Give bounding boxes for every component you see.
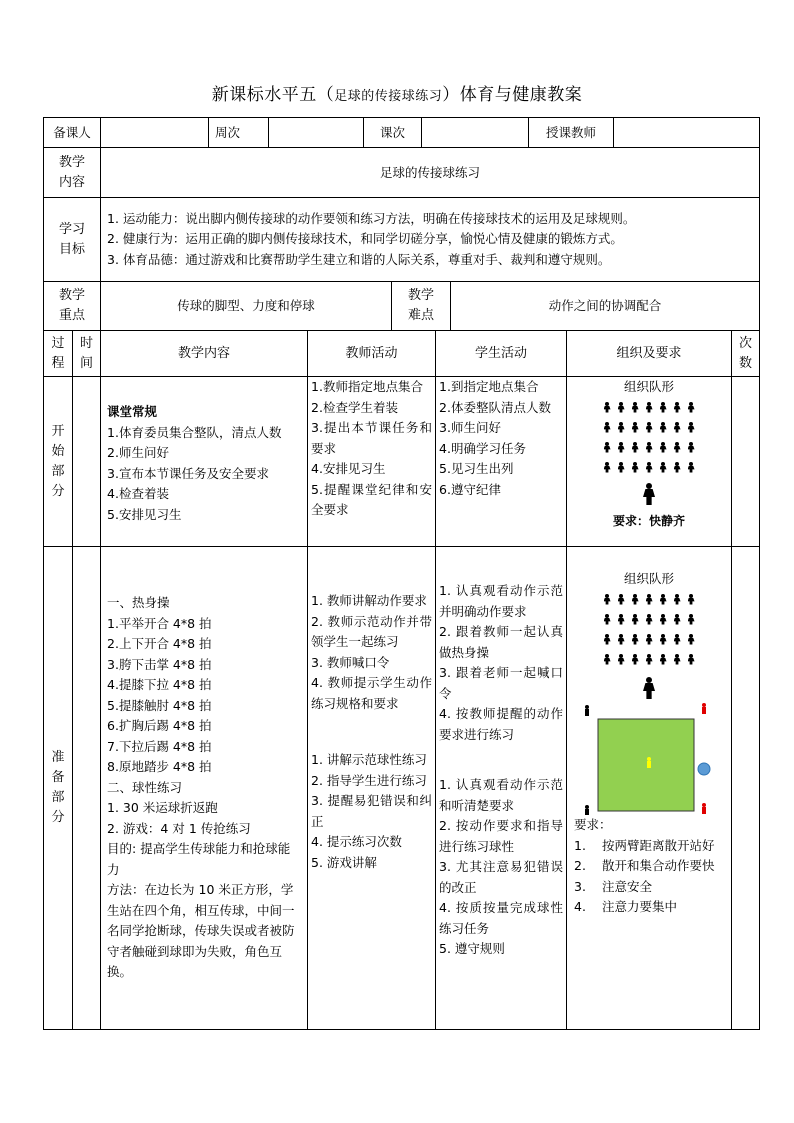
goal-item: 2. 健康行为：运用正确的脚内侧传接球技术，和同学切磋分享，愉悦心情及健康的锻炼方式。 bbox=[107, 231, 623, 247]
student-icon bbox=[673, 614, 682, 625]
student-icon bbox=[603, 614, 612, 625]
formation-row bbox=[570, 437, 728, 457]
field-square bbox=[598, 719, 694, 811]
difficulty-label: 教学 难点 bbox=[392, 282, 451, 330]
student-icon bbox=[631, 634, 640, 645]
student-icon bbox=[673, 654, 682, 665]
title-subject: 足球的传接球练习 bbox=[334, 89, 443, 104]
formation-grid bbox=[570, 397, 728, 477]
content-line: 5.提膝触肘 4*8 拍 bbox=[107, 697, 212, 713]
student-icon bbox=[645, 422, 654, 433]
player-icon bbox=[702, 703, 706, 714]
teacher-line: 1.教师指定地点集合 bbox=[311, 379, 423, 394]
teacher-line: 3.提出本节课任务和要求 bbox=[311, 420, 433, 456]
formation-title: 组织队形 bbox=[624, 571, 675, 586]
content-line: 4.检查着装 bbox=[107, 486, 169, 501]
student-line: 4. 按教师提醒的动作要求进行练习 bbox=[439, 706, 564, 742]
player-icon bbox=[585, 805, 589, 815]
key-value: 传球的脚型、力度和停球 bbox=[101, 282, 392, 330]
prep-count bbox=[732, 547, 760, 1030]
start-org bbox=[567, 377, 732, 547]
student-icon bbox=[645, 594, 654, 605]
header-teacher: 教师活动 bbox=[308, 331, 436, 377]
content-line: 8.原地踏步 4*8 拍 bbox=[107, 759, 212, 775]
student-line: 2.体委整队清点人数 bbox=[439, 399, 551, 415]
student-line: 3. 跟着老师一起喊口令 bbox=[439, 665, 564, 701]
player-icon bbox=[585, 705, 589, 716]
req-item bbox=[574, 836, 724, 857]
content-row bbox=[44, 148, 760, 198]
student-icon bbox=[603, 462, 612, 473]
teacher-line: 5.提醒课堂纪律和安全要求 bbox=[311, 481, 433, 517]
student-line: 1. 认真观看动作示范并明确动作要求 bbox=[439, 583, 564, 619]
student-line: 3. 尤其注意易犯错误的改正 bbox=[439, 859, 564, 895]
student-icon bbox=[603, 654, 612, 665]
student-icon bbox=[617, 442, 626, 453]
student-line: 2. 按动作要求和指导进行练习球性 bbox=[439, 818, 564, 854]
student-icon bbox=[673, 442, 682, 453]
student-icon bbox=[673, 422, 682, 433]
formation-row bbox=[570, 417, 728, 437]
student-icon bbox=[631, 614, 640, 625]
title-end: ）体育与健康教案 bbox=[442, 85, 583, 105]
student-icon bbox=[631, 442, 640, 453]
req-text: 注意力要集中 bbox=[602, 899, 678, 914]
content-line: 目的: 提高学生传球能力和抢球能力 bbox=[107, 841, 291, 877]
content-line: 二、球性练习 bbox=[107, 779, 183, 795]
teacher-line: 3. 教师喊口令 bbox=[311, 654, 390, 670]
student-icon bbox=[631, 422, 640, 433]
student-icon bbox=[631, 402, 640, 413]
formation-row bbox=[570, 397, 728, 417]
goals-label: 学习 目标 bbox=[44, 198, 101, 282]
student-icon bbox=[673, 594, 682, 605]
student-icon bbox=[687, 422, 696, 433]
student-icon bbox=[687, 462, 696, 473]
student-icon bbox=[617, 654, 626, 665]
student-icon bbox=[659, 402, 668, 413]
teacher-line: 5. 游戏讲解 bbox=[311, 854, 377, 870]
player-icon bbox=[647, 757, 651, 768]
difficulty-value: 动作之间的协调配合 bbox=[548, 298, 662, 313]
student-icon bbox=[687, 442, 696, 453]
content-line: 2.师生问好 bbox=[107, 445, 169, 460]
content-line: 1. 30 米运球折返跑 bbox=[107, 800, 218, 816]
teacher-line: 4.安排见习生 bbox=[311, 461, 386, 476]
preparer-label: 备课人 bbox=[44, 118, 101, 148]
week-label: 周次 bbox=[209, 118, 269, 147]
content-line: 3.胯下击掌 4*8 拍 bbox=[107, 656, 212, 672]
student-icon bbox=[645, 442, 654, 453]
content-line: 6.扩胸后踢 4*8 拍 bbox=[107, 718, 212, 734]
prep-time bbox=[73, 547, 101, 1030]
prep-content bbox=[101, 547, 308, 1030]
week-value bbox=[269, 118, 364, 147]
student-icon bbox=[645, 614, 654, 625]
formation-row bbox=[570, 629, 728, 649]
info-row bbox=[44, 118, 760, 148]
student-icon bbox=[603, 422, 612, 433]
header-row bbox=[44, 331, 760, 377]
student-icon bbox=[659, 634, 668, 645]
goals-value bbox=[101, 198, 760, 282]
student-icon bbox=[687, 654, 696, 665]
start-time bbox=[73, 377, 101, 547]
student-line: 4. 按质按量完成球性练习任务 bbox=[439, 900, 564, 936]
content-line: 1.体育委员集合整队，清点人数 bbox=[107, 424, 282, 440]
student-icon bbox=[687, 594, 696, 605]
student-icon bbox=[673, 462, 682, 473]
content-line: 2. 游戏：4 对 1 传抢练习 bbox=[107, 820, 251, 836]
student-icon bbox=[645, 402, 654, 413]
student-icon bbox=[645, 654, 654, 665]
goal-item: 3. 体育品德：通过游戏和比赛帮助学生建立和谐的人际关系，尊重对手、裁判和遵守规则。 bbox=[107, 251, 611, 267]
req-text: 散开和集合动作要快 bbox=[602, 858, 715, 873]
student-icon bbox=[687, 634, 696, 645]
student-icon bbox=[659, 462, 668, 473]
prep-teacher bbox=[308, 547, 436, 1030]
preparer-value bbox=[101, 118, 209, 147]
student-icon bbox=[617, 422, 626, 433]
student-line: 4.明确学习任务 bbox=[439, 440, 526, 456]
student-icon bbox=[659, 594, 668, 605]
student-line: 2. 跟着教师一起认真做热身操 bbox=[439, 624, 564, 660]
student-line: 5.见习生出列 bbox=[439, 461, 514, 476]
content-label: 教学 内容 bbox=[44, 148, 101, 198]
content-line: 一、热身操 bbox=[107, 595, 170, 611]
student-icon bbox=[687, 614, 696, 625]
teacher-value bbox=[614, 118, 759, 147]
formation-grid bbox=[570, 589, 728, 669]
student-icon bbox=[617, 614, 626, 625]
lesson-value bbox=[422, 118, 529, 147]
content-line: 方法：在边长为 10 米正方形，学生站在四个角，相互传球，中间一名同学抢断球，传球失误或者被防守者触碰到球即为失败，角色互换。 bbox=[107, 882, 295, 980]
prep-phase: 准 备 部 分 bbox=[44, 547, 73, 1030]
content-line: 7.下拉后踢 4*8 拍 bbox=[107, 738, 212, 754]
formation-row bbox=[570, 589, 728, 609]
student-icon bbox=[645, 462, 654, 473]
title-main: 新课标水平五（ bbox=[211, 85, 335, 105]
header-count: 次 数 bbox=[732, 331, 760, 377]
goal-item: 1. 运动能力：说出脚内侧传接球的动作要领和练习方法，明确在传接球技术的运用及足球规则。 bbox=[107, 210, 636, 226]
content-line: 5.安排见习生 bbox=[107, 506, 182, 522]
student-icon bbox=[673, 402, 682, 413]
content-value: 足球的传接球练习 bbox=[101, 148, 760, 198]
header-org: 组织及要求 bbox=[567, 331, 732, 377]
drill-diagram bbox=[570, 703, 729, 815]
teacher-line: 2. 教师示范动作并带领学生一起练习 bbox=[311, 613, 433, 649]
lesson-label: 课次 bbox=[364, 118, 422, 147]
header-process: 过 程 bbox=[44, 331, 73, 377]
student-icon bbox=[659, 654, 668, 665]
student-icon bbox=[659, 442, 668, 453]
content-line: 2.上下开合 4*8 拍 bbox=[107, 636, 212, 652]
student-icon bbox=[617, 462, 626, 473]
formation-title: 组织队形 bbox=[624, 379, 675, 394]
teacher-line: 1. 讲解示范球性练习 bbox=[311, 752, 427, 767]
key-row bbox=[44, 282, 760, 331]
teacher-figure bbox=[570, 677, 728, 699]
student-icon bbox=[617, 402, 626, 413]
player-icon bbox=[702, 803, 706, 814]
req-text: 按两臂距离散开站好 bbox=[602, 837, 715, 853]
teacher-label: 授课教师 bbox=[529, 118, 614, 147]
student-icon bbox=[617, 594, 626, 605]
student-icon bbox=[617, 634, 626, 645]
req-text: 注意安全 bbox=[602, 878, 653, 894]
student-icon bbox=[687, 402, 696, 413]
req-number: 1. bbox=[574, 837, 586, 853]
prep-section-row bbox=[44, 547, 760, 1030]
content-line: 1.平举开合 4*8 拍 bbox=[107, 615, 212, 631]
teacher-line: 3. 提醒易犯错误和纠正 bbox=[311, 793, 433, 829]
start-student bbox=[436, 377, 567, 547]
student-icon bbox=[659, 422, 668, 433]
student-icon bbox=[603, 442, 612, 453]
formation-row bbox=[570, 609, 728, 629]
req-number: 2. bbox=[574, 858, 586, 873]
student-icon bbox=[631, 594, 640, 605]
key-label: 教学 重点 bbox=[44, 282, 101, 331]
start-content bbox=[101, 377, 308, 547]
student-icon bbox=[659, 614, 668, 625]
teacher-line: 1. 教师讲解动作要求 bbox=[311, 593, 427, 608]
content-line: 3.宣布本节课任务及安全要求 bbox=[107, 465, 269, 481]
student-icon bbox=[631, 654, 640, 665]
student-line: 3.师生问好 bbox=[439, 420, 501, 435]
header-student: 学生活动 bbox=[436, 331, 567, 377]
student-icon bbox=[603, 402, 612, 413]
student-icon bbox=[603, 634, 612, 645]
start-phase: 开 始 部 分 bbox=[44, 377, 73, 547]
goals-row bbox=[44, 198, 760, 282]
student-icon bbox=[673, 634, 682, 645]
formation-row bbox=[570, 649, 728, 669]
prep-org bbox=[567, 547, 732, 1030]
student-icon bbox=[645, 634, 654, 645]
req-number: 3. bbox=[574, 878, 586, 894]
formation-row bbox=[570, 457, 728, 477]
req-item bbox=[574, 877, 724, 898]
start-section-row bbox=[44, 377, 760, 547]
student-icon bbox=[631, 462, 640, 473]
student-icon bbox=[603, 594, 612, 605]
student-line: 1. 认真观看动作示范和听清楚要求 bbox=[439, 777, 564, 813]
routine-title: 课堂常规 bbox=[107, 404, 158, 419]
student-line: 1.到指定地点集合 bbox=[439, 379, 539, 394]
header-content: 教学内容 bbox=[101, 331, 308, 377]
req-item bbox=[574, 897, 724, 918]
header-time: 时 间 bbox=[73, 331, 101, 377]
teacher-line: 4. 提示练习次数 bbox=[311, 834, 402, 849]
start-teacher bbox=[308, 377, 436, 547]
ball-icon bbox=[698, 763, 710, 775]
page-title bbox=[0, 80, 794, 105]
req-number: 4. bbox=[574, 899, 586, 914]
teacher-line: 2. 指导学生进行练习 bbox=[311, 772, 427, 788]
prep-student bbox=[436, 547, 567, 1030]
student-line: 5. 遵守规则 bbox=[439, 941, 505, 956]
teacher-line: 4. 教师提示学生动作练习规格和要求 bbox=[311, 675, 433, 711]
student-line: 6.遵守纪律 bbox=[439, 481, 501, 497]
req-item bbox=[574, 856, 724, 877]
formation-requirement: 要求：快静齐 bbox=[613, 514, 686, 528]
lesson-plan-table bbox=[43, 117, 760, 1030]
content-line: 4.提膝下拉 4*8 拍 bbox=[107, 677, 212, 693]
start-count bbox=[732, 377, 760, 547]
teacher-figure bbox=[570, 483, 728, 505]
teacher-line: 2.检查学生着装 bbox=[311, 399, 398, 415]
req-title: 要求： bbox=[574, 817, 612, 832]
